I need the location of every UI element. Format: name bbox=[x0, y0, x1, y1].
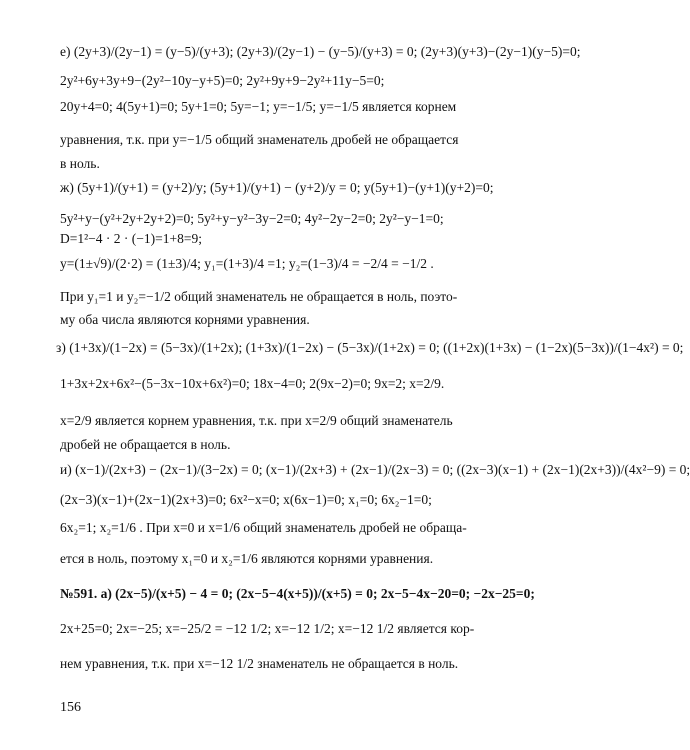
solution-line: 1+3x+2x+6x²−(5−3x−10x+6x²)=0; 18x−4=0; 2(9x−2)=0; 9x=2; x=2/9. bbox=[60, 376, 445, 391]
solution-line: и) (x−1)/(2x+3) − (2x−1)/(3−2x) = 0; (x−1)/(2x+3) + (2x−1)/(2x−3) = 0; ((2x−3)(x−1) + (2x−1)(2x+3))/(4x²−9) = 0; bbox=[60, 462, 690, 477]
solution-line: му оба числа являются корнями уравнения. bbox=[60, 312, 310, 327]
solution-line: уравнения, т.к. при y=−1/5 общий знаменатель дробей не обращается bbox=[60, 132, 459, 147]
solution-line: ется в ноль, поэтому x₁=0 и x₂=1/6 являются корнями уравнения. bbox=[60, 551, 434, 566]
solution-line: ж) (5y+1)/(y+1) = (y+2)/y; (5y+1)/(y+1) − (y+2)/y = 0; y(5y+1)−(y+1)(y+2)=0; bbox=[60, 180, 494, 195]
solution-line: D=1²−4 · 2 · (−1)=1+8=9; bbox=[60, 231, 202, 246]
solution-line: 2y²+6y+3y+9−(2y²−10y−y+5)=0; 2y²+9y+9−2y²+11y−5=0; bbox=[60, 73, 385, 88]
solution-line: 5y²+y−(y²+2y+2y+2)=0; 5y²+y−y²−3y−2=0; 4y²−2y−2=0; 2y²−y−1=0; bbox=[60, 211, 444, 226]
solution-line: 20y+4=0; 4(5y+1)=0; 5y+1=0; 5y=−1; y=−1/5; y=−1/5 является корнем bbox=[60, 99, 457, 114]
solution-line: (2x−3)(x−1)+(2x−1)(2x+3)=0; 6x²−x=0; x(6x−1)=0; x₁=0; 6x₂−1=0; bbox=[60, 492, 432, 507]
solution-line: з) (1+3x)/(1−2x) = (5−3x)/(1+2x); (1+3x)/(1−2x) − (5−3x)/(1+2x) = 0; ((1+2x)(1+3x) − (1−2x)(5−3x))/(1−4x²) = 0; bbox=[56, 340, 684, 355]
solution-line: x=2/9 является корнем уравнения, т.к. при x=2/9 общий знаменатель bbox=[60, 413, 453, 428]
solution-line: При y₁=1 и y₂=−1/2 общий знаменатель не обращается в ноль, поэто- bbox=[60, 289, 458, 304]
page-number: 156 bbox=[60, 700, 81, 715]
solution-line: дробей не обращается в ноль. bbox=[60, 437, 231, 452]
solution-line: в ноль. bbox=[60, 156, 100, 171]
solution-line: 6x₂=1; x₂=1/6 . При x=0 и x=1/6 общий знаменатель дробей не обраща- bbox=[60, 520, 467, 535]
solution-line: нем уравнения, т.к. при x=−12 1/2 знаменатель не обращается в ноль. bbox=[60, 656, 459, 671]
exercise-591-line: №591. а) (2x−5)/(x+5) − 4 = 0; (2x−5−4(x+5))/(x+5) = 0; 2x−5−4x−20=0; −2x−25=0; bbox=[60, 586, 535, 601]
solution-line: 2x+25=0; 2x=−25; x=−25/2 = −12 1/2; x=−12 1/2; x=−12 1/2 является кор- bbox=[60, 621, 475, 636]
solution-line: е) (2y+3)/(2y−1) = (y−5)/(y+3); (2y+3)/(2y−1) − (y−5)/(y+3) = 0; (2y+3)(y+3)−(2y−1)(y−5)=0; bbox=[60, 44, 581, 59]
solution-line: y=(1±√9)/(2·2) = (1±3)/4; y₁=(1+3)/4 =1; y₂=(1−3)/4 = −2/4 = −1/2 . bbox=[60, 256, 434, 271]
